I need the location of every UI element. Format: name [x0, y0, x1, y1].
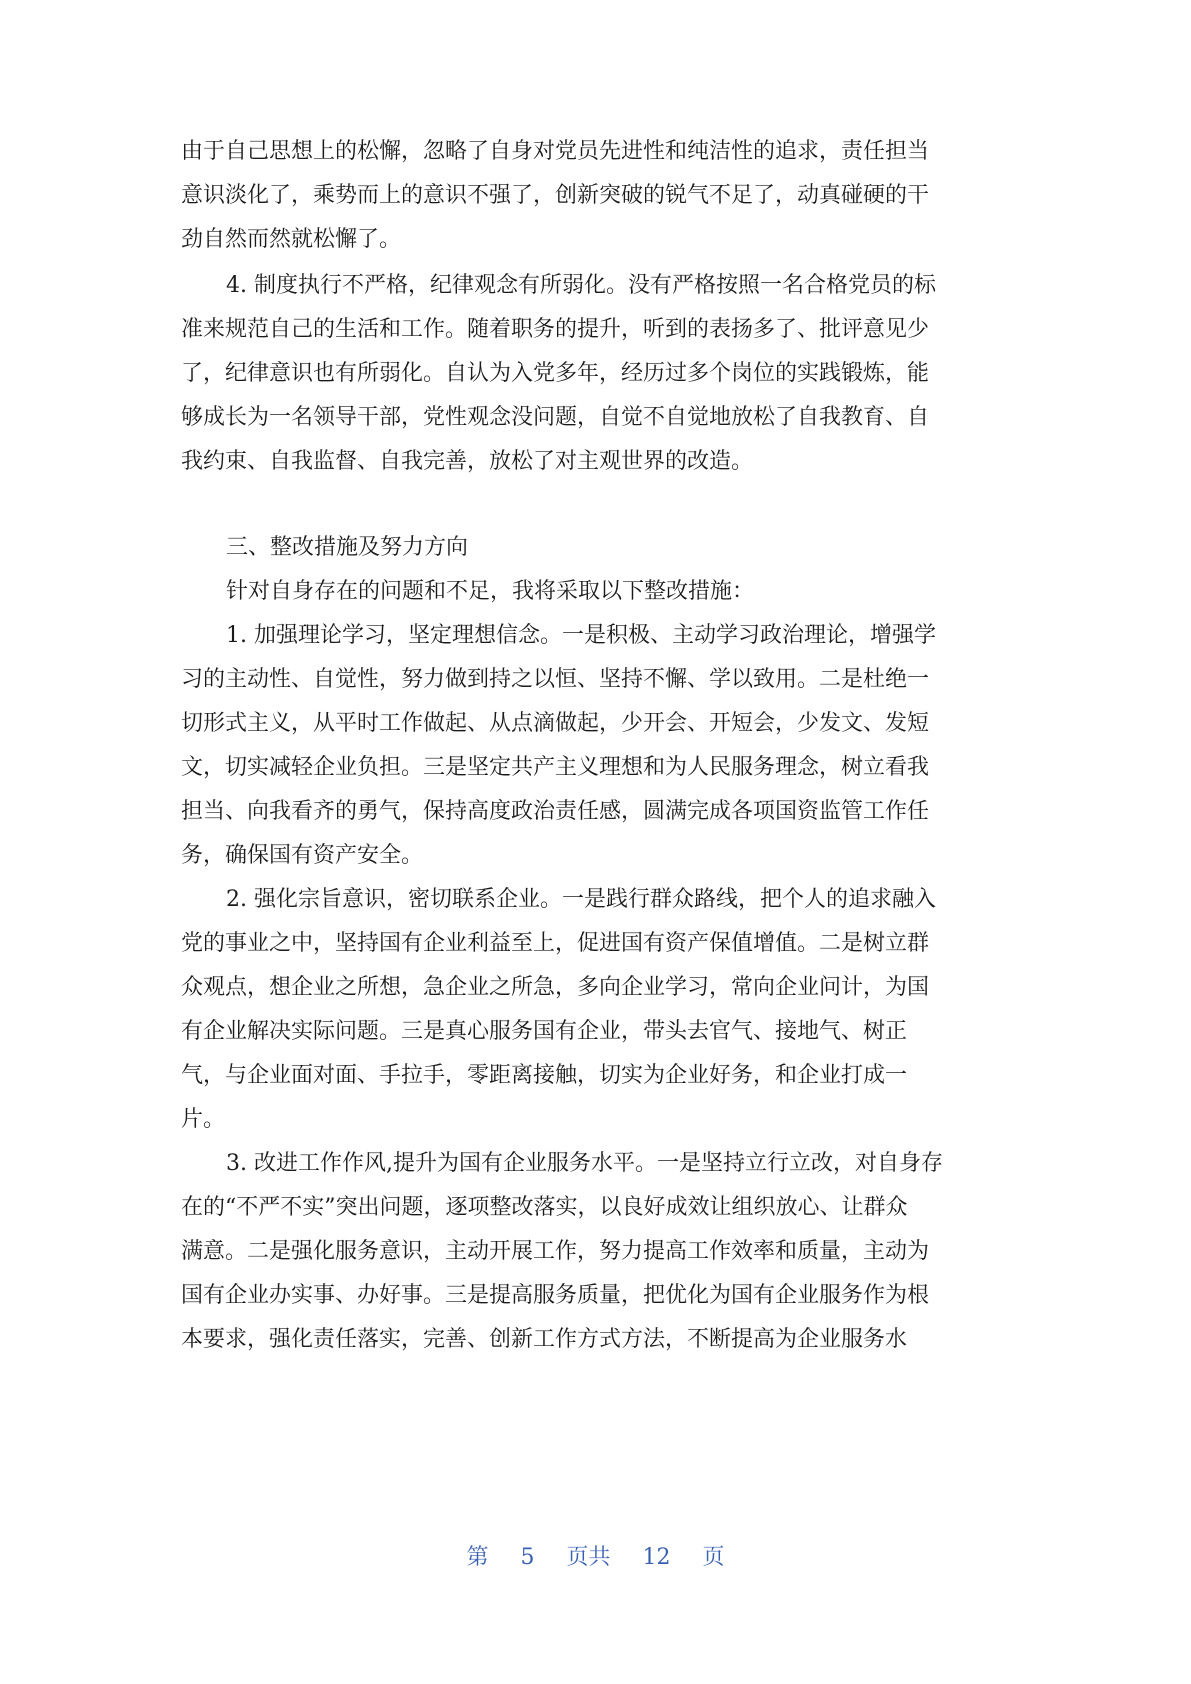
body-line: 文，切实减轻企业负担。三是坚定共产主义理想和为人民服务理念，树立看我 [181, 755, 930, 780]
body-line: 担当、向我看齐的勇气，保持高度政治责任感，圆满完成各项国资监管工作任 [181, 799, 930, 824]
body-line: 1. 加强理论学习，坚定理想信念。一是积极、主动学习政治理论，增强学 [226, 623, 936, 648]
footer-page-number: 5 [520, 1545, 535, 1570]
page-footer [0, 1540, 1191, 1571]
body-line: 本要求，强化责任落实，完善、创新工作方式方法，不断提高为企业服务水 [181, 1327, 908, 1352]
section-heading: 三、整改措施及努力方向 [226, 535, 469, 560]
body-line: 针对自身存在的问题和不足，我将采取以下整改措施： [226, 579, 755, 604]
body-line: 片。 [181, 1107, 226, 1132]
body-line: 4. 制度执行不严格，纪律观念有所弱化。没有严格按照一名合格党员的标 [226, 273, 936, 298]
body-line: 切形式主义，从平时工作做起、从点滴做起，少开会、开短会，少发文、发短 [181, 711, 930, 736]
body-line: 准来规范自己的生活和工作。随着职务的提升，听到的表扬多了、批评意见少 [181, 317, 930, 342]
body-line: 众观点，想企业之所想，急企业之所急，多向企业学习，常向企业问计，为国 [181, 975, 930, 1000]
body-line: 满意。二是强化服务意识，主动开展工作，努力提高工作效率和质量，主动为 [181, 1239, 930, 1264]
footer-total-pages: 12 [642, 1545, 671, 1570]
body-line: 我约束、自我监督、自我完善，放松了对主观世界的改造。 [181, 449, 754, 474]
footer-middle: 页共 [566, 1545, 611, 1570]
body-line: 劲自然而然就松懈了。 [181, 227, 402, 252]
body-line: 3. 改进工作作风,提升为国有企业服务水平。一是坚持立行立改，对自身存 [226, 1151, 943, 1176]
body-line: 有企业解决实际问题。三是真心服务国有企业，带头去官气、接地气、树正 [181, 1019, 908, 1044]
body-line: 了，纪律意识也有所弱化。自认为入党多年，经历过多个岗位的实践锻炼，能 [181, 361, 930, 386]
body-line: 气，与企业面对面、手拉手，零距离接触，切实为企业好务，和企业打成一 [181, 1063, 908, 1088]
body-line: 2. 强化宗旨意识，密切联系企业。一是践行群众路线，把个人的追求融入 [226, 887, 936, 912]
body-line: 够成长为一名领导干部，党性观念没问题，自觉不自觉地放松了自我教育、自 [181, 405, 930, 430]
body-line: 习的主动性、自觉性，努力做到持之以恒、坚持不懈、学以致用。二是杜绝一 [181, 667, 930, 692]
body-line: 务，确保国有资产安全。 [181, 843, 424, 868]
body-line: 党的事业之中，坚持国有企业利益至上，促进国有资产保值增值。二是树立群 [181, 931, 930, 956]
body-line: 意识淡化了，乘势而上的意识不强了，创新突破的锐气不足了，动真碰硬的干 [181, 183, 930, 208]
footer-suffix: 页 [702, 1545, 725, 1570]
body-line: 在的“不严不实”突出问题，逐项整改落实，以良好成效让组织放心、让群众 [181, 1195, 908, 1220]
body-line: 国有企业办实事、办好事。三是提高服务质量，把优化为国有企业服务作为根 [181, 1283, 930, 1308]
footer-prefix: 第 [466, 1545, 489, 1570]
body-line: 由于自己思想上的松懈，忽略了自身对党员先进性和纯洁性的追求，责任担当 [181, 139, 930, 164]
